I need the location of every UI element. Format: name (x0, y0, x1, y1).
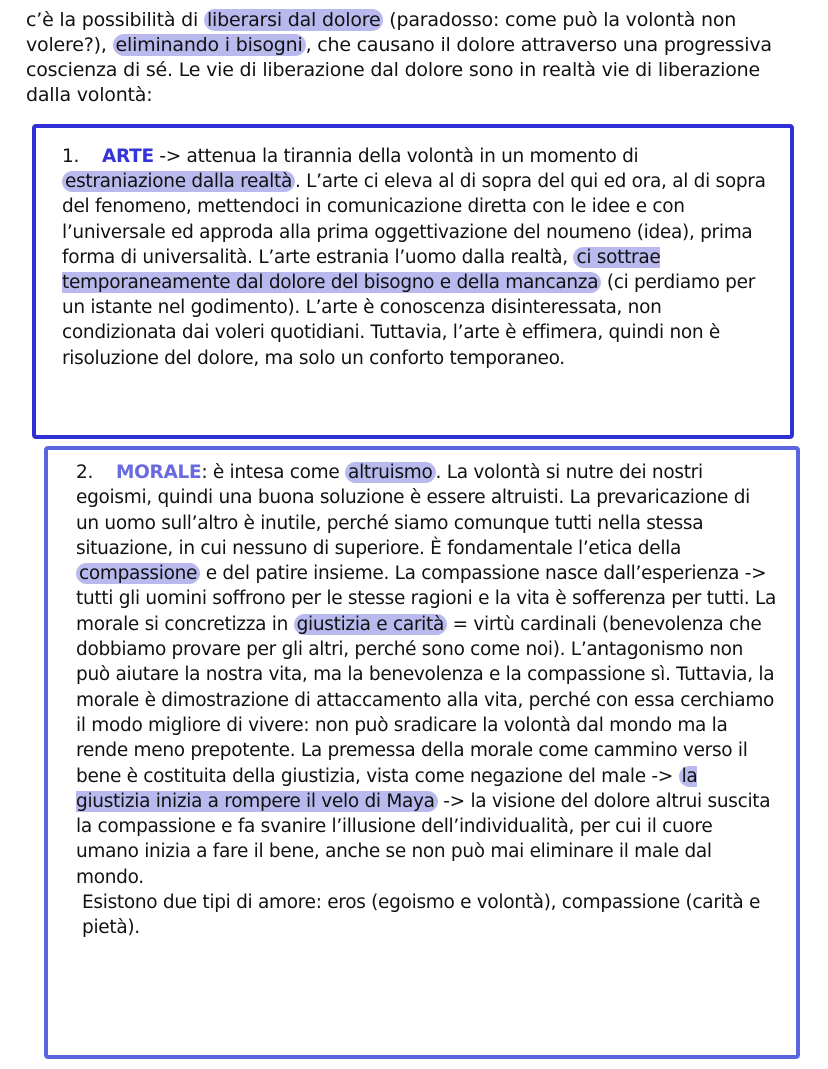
intro-text: c’è la possibilità di (26, 9, 204, 31)
highlight-altruismo: altruismo (345, 462, 435, 483)
arte-box (32, 124, 794, 439)
highlight-estraniazione: estraniazione dalla realtà (62, 171, 295, 192)
highlight-compassione: compassione (76, 563, 200, 584)
item-text: : è intesa come (201, 462, 346, 483)
item-text: e del patire insieme. La compassione nasce dall’esperienza -> tutti gli uomini soffrono per le stesse ragioni e la vita è sofferenza per tutti. La morale si concretizza in (76, 563, 776, 635)
arte-item (62, 144, 778, 371)
amore-paragraph: Esistono due tipi di amore: eros (egoismo e volontà), compassione (carità e pietà). (82, 892, 761, 939)
item-text: . La volontà si nutre dei nostri egoismi, quindi una buona soluzione è essere altruisti. La prevaricazione di un uomo sull’altro è inutile, perché siamo comunque tutti nella stessa situazione, in cui nessuno di superiore. È fondamentale l’etica della (76, 462, 751, 559)
item-number: 2. (76, 462, 94, 483)
item-text: -> attenua la tirannia della volontà in un momento di (153, 146, 639, 167)
highlight-giustizia-carita: giustizia e carità (294, 614, 447, 635)
arte-heading: ARTE (102, 146, 154, 167)
item-text: (ci perdiamo per un istante nel godimento). L’arte è conoscenza disinteressata, non condizionata dai voleri quotidiani. Tuttavia, l’arte è effimera, quindi non è risoluzione del dolore, ma solo un conforto temporaneo. (62, 272, 756, 369)
highlight-sottrae: ci sottrae temporaneamente dal dolore del bisogno e della mancanza (62, 246, 661, 294)
morale-item (76, 460, 776, 941)
item-text: = virtù cardinali (benevolenza che dobbiamo provare per gli altri, perché sono come noi). L’antagonismo non può aiutare la nostra vita, ma la benevolenza e la compassione sì. Tuttavia, la morale è dimostrazione di attaccamento alla vita, perché con essa cerchiamo il modo migliore di vivere: non può sradicare la volontà dal mondo ma la rende meno prepotente. La premessa della morale come cammino verso il bene è costituita della giustizia, vista come negazione del male -> (76, 613, 775, 787)
intro-text: , che causano il dolore attraverso una progressiva coscienza di sé. Le vie di liberazione dal dolore sono in realtà vie di liberazione dalla volontà: (26, 34, 772, 106)
item-text: . L’arte ci eleva al di sopra del qui ed ora, al di sopra del fenomeno, mettendoci in comunicazione diretta con le idee e con l’universale ed approda alla prima oggettivazione del noumeno (idea), prima forma di universalità. L’arte estrania l’uomo dalla realtà, (62, 171, 766, 268)
item-number: 1. (62, 146, 80, 167)
intro-text: (paradosso: come può la volontà non volere?), (26, 9, 737, 56)
highlight-bisogni: eliminando i bisogni (113, 34, 306, 56)
intro-paragraph (26, 8, 806, 108)
highlight-velo-maya: la giustizia inizia a rompere il velo di Maya (76, 765, 698, 812)
highlight-liberarsi: liberarsi dal dolore (204, 9, 384, 31)
item-text: -> la visione del dolore altrui suscita la compassione e fa svanire l’illusione dell’individualità, per cui il cuore umano inizia a fare il bene, anche se non può mai eliminare il male dal mondo. (76, 790, 771, 888)
morale-box (44, 446, 800, 1059)
morale-heading: MORALE (116, 462, 202, 483)
